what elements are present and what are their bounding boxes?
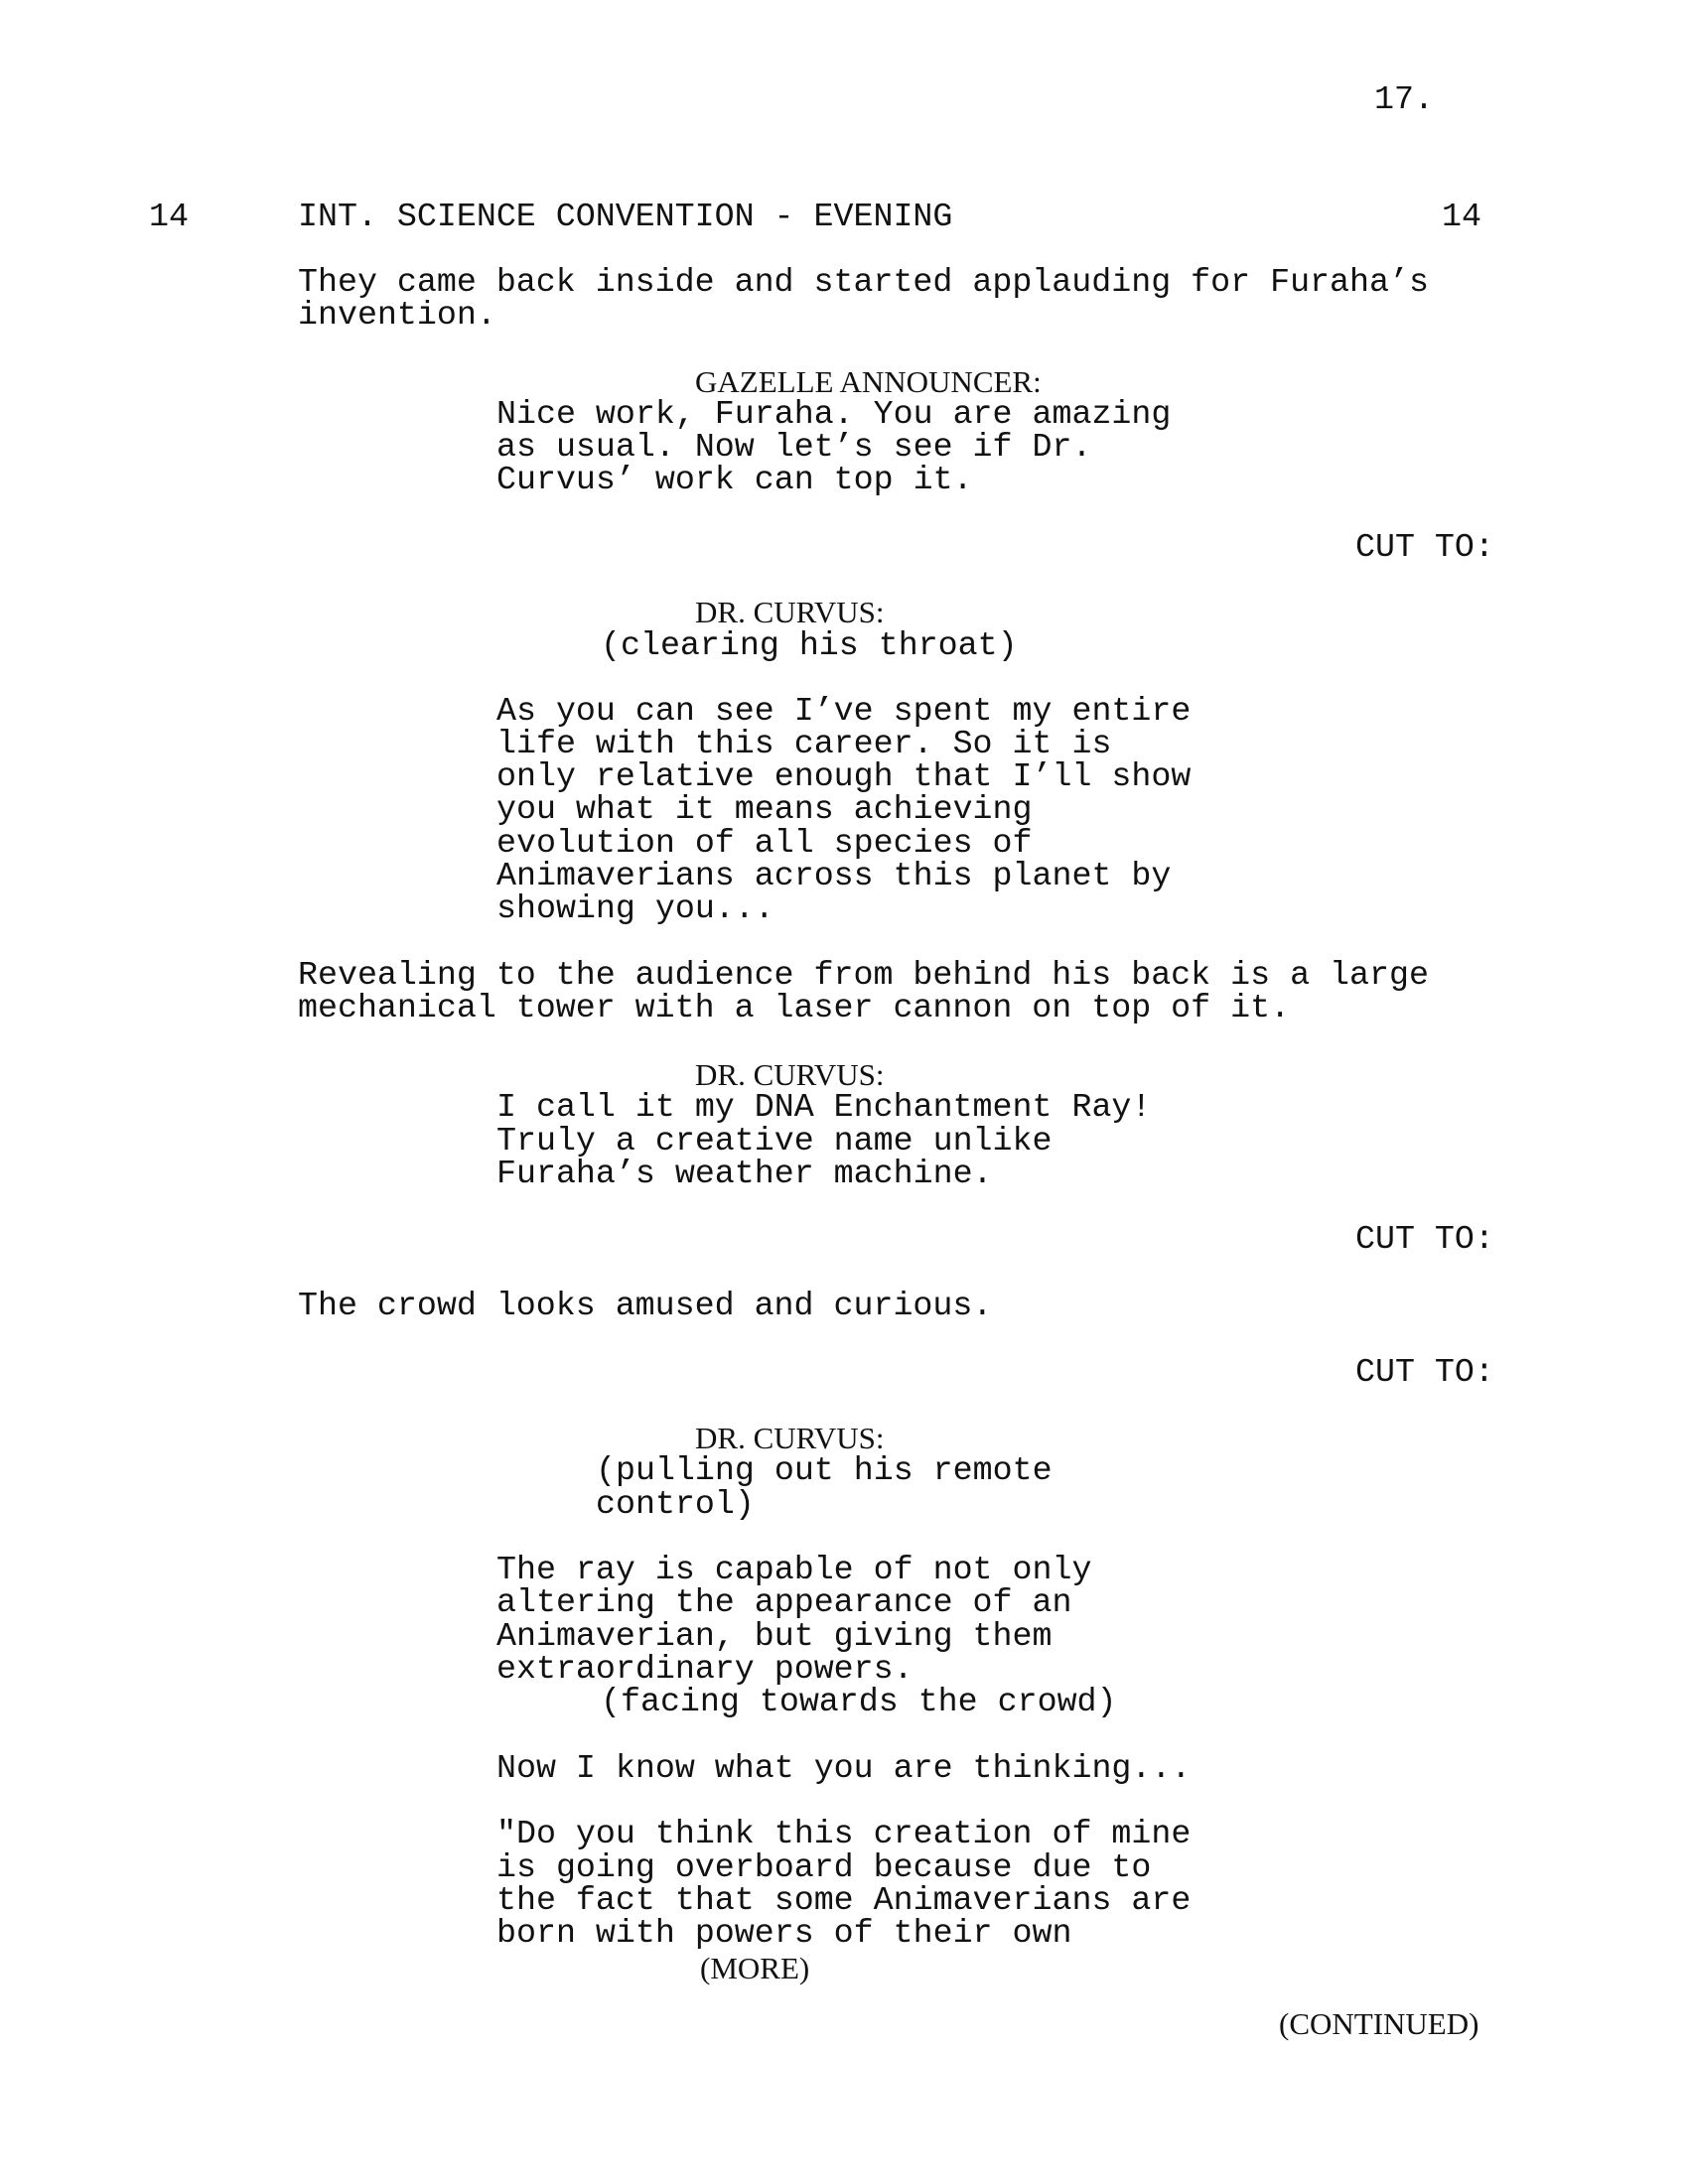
dialogue-line: Furaha’s weather machine. bbox=[496, 1155, 993, 1192]
dialogue-line: Nice work, Furaha. You are amazing bbox=[496, 395, 1172, 433]
dialogue-line: "Do you think this creation of mine bbox=[496, 1815, 1192, 1852]
dialogue-line: you what it means achieving bbox=[496, 790, 1033, 828]
dialogue-line: as usual. Now let’s see if Dr. bbox=[496, 428, 1092, 466]
character-name: DR. CURVUS: bbox=[695, 595, 885, 629]
dialogue-line: the fact that some Animaverians are bbox=[496, 1881, 1192, 1919]
dialogue-line: altering the appearance of an bbox=[496, 1583, 1072, 1621]
dialogue-line: is going overboard because due to bbox=[496, 1848, 1152, 1886]
dialogue-line: As you can see I’ve spent my entire bbox=[496, 692, 1192, 730]
dialogue-line: evolution of all species of bbox=[496, 824, 1033, 862]
dialogue-line: showing you... bbox=[496, 889, 774, 927]
dialogue-line: Truly a creative name unlike bbox=[496, 1122, 1053, 1160]
parenthetical: (pulling out his remote bbox=[596, 1451, 1053, 1489]
parenthetical: control) bbox=[596, 1485, 755, 1523]
character-name: DR. CURVUS: bbox=[695, 1421, 885, 1455]
dialogue-line: extraordinary powers. bbox=[496, 1650, 914, 1688]
character-name: DR. CURVUS: bbox=[695, 1057, 885, 1092]
continued-marker: (CONTINUED) bbox=[1279, 2006, 1479, 2041]
action-line: invention. bbox=[298, 296, 496, 334]
dialogue-line: Now I know what you are thinking... bbox=[496, 1749, 1192, 1787]
parenthetical: (clearing his throat) bbox=[601, 626, 1018, 664]
scene-number-right: 14 bbox=[1442, 198, 1481, 235]
dialogue-line: Animaverian, but giving them bbox=[496, 1617, 1053, 1655]
action-line: Revealing to the audience from behind his back is a large bbox=[298, 956, 1429, 994]
dialogue-line: Curvus’ work can top it. bbox=[496, 461, 973, 498]
dialogue-line: The ray is capable of not only bbox=[496, 1551, 1092, 1588]
scene-heading: INT. SCIENCE CONVENTION - EVENING bbox=[298, 198, 953, 235]
page-number: 17. bbox=[1374, 80, 1434, 118]
character-name: GAZELLE ANNOUNCER: bbox=[695, 364, 1042, 399]
transition: CUT TO: bbox=[1355, 528, 1494, 566]
dialogue-line: life with this career. So it is bbox=[496, 725, 1112, 762]
dialogue-line: born with powers of their own bbox=[496, 1914, 1072, 1952]
action-line: They came back inside and started applauding for Furaha’s bbox=[298, 263, 1429, 301]
scene-number-left: 14 bbox=[149, 198, 189, 235]
action-line: The crowd looks amused and curious. bbox=[298, 1287, 993, 1324]
parenthetical: (facing towards the crowd) bbox=[601, 1683, 1117, 1720]
transition: CUT TO: bbox=[1355, 1353, 1494, 1391]
dialogue-line: Animaverians across this planet by bbox=[496, 857, 1172, 894]
dialogue-line: I call it my DNA Enchantment Ray! bbox=[496, 1088, 1152, 1126]
action-line: mechanical tower with a laser cannon on top of it. bbox=[298, 989, 1291, 1026]
dialogue-line: only relative enough that I’ll show bbox=[496, 757, 1192, 795]
transition: CUT TO: bbox=[1355, 1220, 1494, 1258]
more-marker: (MORE) bbox=[700, 1951, 810, 1985]
